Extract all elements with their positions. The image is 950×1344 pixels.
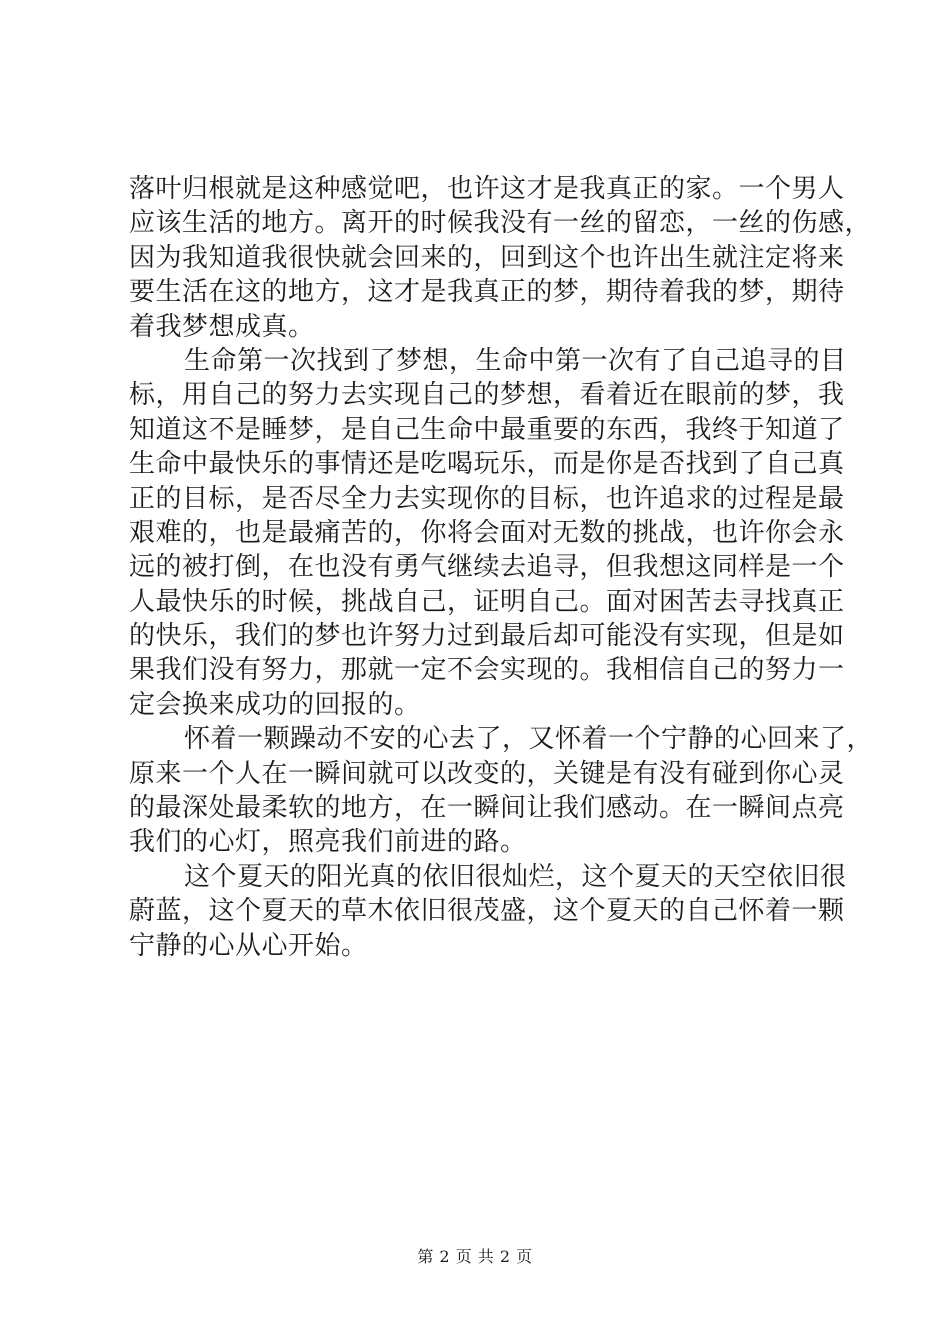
text-line: 艰难的，也是最痛苦的，你将会面对无数的挑战，也许你会永 [129, 517, 845, 548]
text-line: 定会换来成功的回报的。 [129, 689, 421, 720]
text-line: 生命第一次找到了梦想，生命中第一次有了自己追寻的目 [184, 345, 847, 376]
page-footer [0, 1244, 950, 1267]
text-line: 怀着一颗躁动不安的心去了，又怀着一个宁静的心回来了， [184, 724, 874, 755]
text-line: 的最深处最柔软的地方，在一瞬间让我们感动。在一瞬间点亮 [129, 793, 845, 824]
text-line: 这个夏天的阳光真的依旧很灿烂，这个夏天的天空依旧很 [184, 861, 847, 892]
text-line: 要生活在这的地方，这才是我真正的梦，期待着我的梦，期待 [129, 277, 845, 308]
text-line: 原来一个人在一瞬间就可以改变的，关键是有没有碰到你心灵 [129, 758, 845, 789]
text-line: 果我们没有努力，那就一定不会实现的。我相信自己的努力一 [129, 655, 845, 686]
text-line: 远的被打倒，在也没有勇气继续去追寻，但我想这同样是一个 [129, 552, 845, 583]
text-line: 的快乐，我们的梦也许努力过到最后却可能没有实现，但是如 [129, 621, 845, 652]
text-line: 正的目标，是否尽全力去实现你的目标，也许追求的过程是最 [129, 483, 845, 514]
text-line: 着我梦想成真。 [129, 311, 315, 342]
text-line: 人最快乐的时候，挑战自己，证明自己。面对困苦去寻找真正 [129, 586, 845, 617]
text-line: 生命中最快乐的事情还是吃喝玩乐，而是你是否找到了自己真 [129, 449, 845, 480]
text-line: 落叶归根就是这种感觉吧，也许这才是我真正的家。一个男人 [129, 174, 845, 204]
text-line: 我们的心灯，照亮我们前进的路。 [129, 827, 527, 858]
text-line: 蔚蓝，这个夏天的草木依旧很茂盛，这个夏天的自己怀着一颗 [129, 896, 845, 927]
body-text [129, 172, 874, 963]
text-line: 应该生活的地方。离开的时候我没有一丝的留恋，一丝的伤感， [129, 208, 872, 239]
text-line: 宁静的心从心开始。 [129, 930, 368, 961]
text-line: 知道这不是睡梦，是自己生命中最重要的东西，我终于知道了 [129, 414, 845, 445]
text-line: 因为我知道我很快就会回来的，回到这个也许出生就注定将来 [129, 242, 845, 273]
page-number-label: 第 2 页 共 2 页 [417, 1247, 533, 1266]
text-line: 标，用自己的努力去实现自己的梦想，看着近在眼前的梦，我 [129, 380, 845, 411]
